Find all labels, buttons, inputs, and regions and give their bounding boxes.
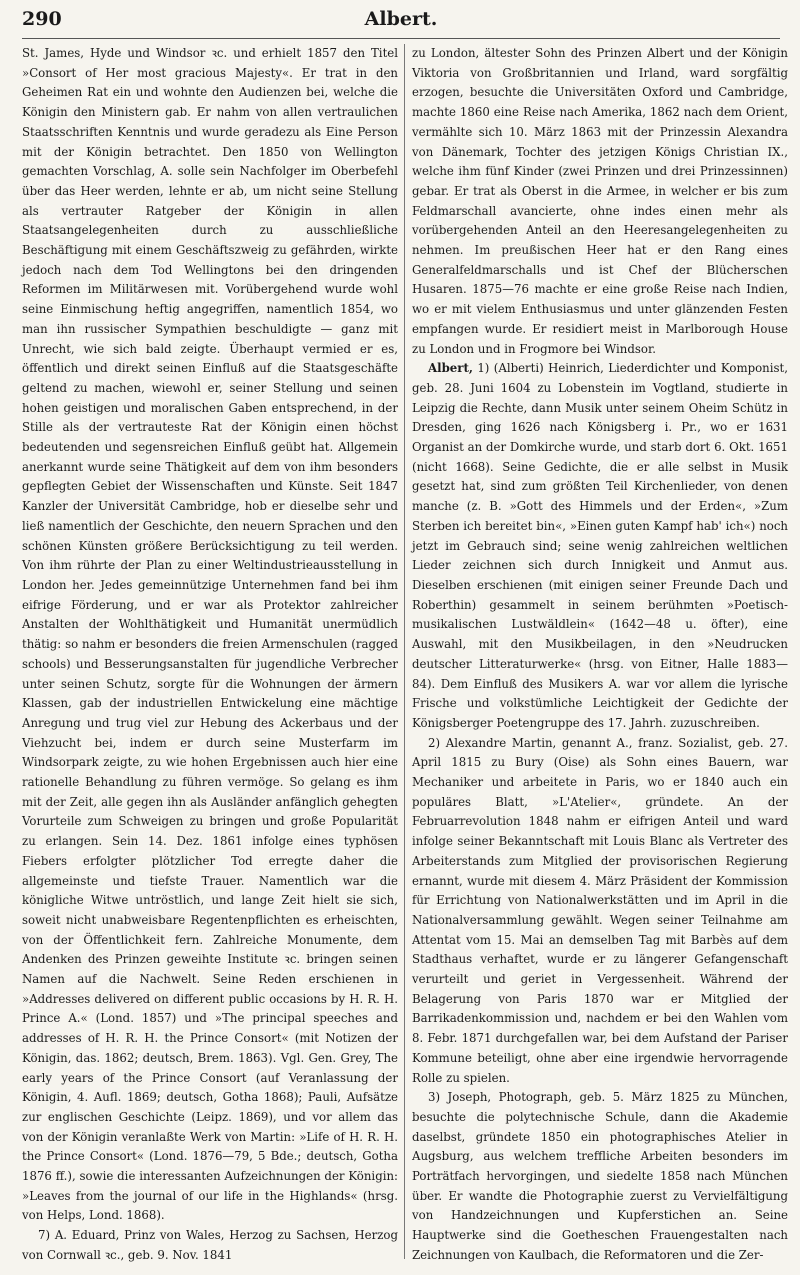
entry-albert-2: 2) Alexandre Martin, genannt A., franz. Sozialist, geb. 27. April 1815 zu Bury (Oise) als Sohn eines Bauern, war Mechaniker und arbeitete in Paris, wo er 1840 auch ein populäres Blatt, »L'Atelier«, gründete. An der Februarrevolution 1848 nahm er eifrigen Anteil und ward infolge seiner Bekanntschaft mit Louis Blanc als Vertreter des Arbeiterstands zum Mitglied der provisorischen Regierung ernannt, wurde mit diesem 4. März Präsident der Kommission für Errichtung von Nationalwerkstätten und im April in die Nationalversammlung gewählt. Wegen seiner Teilnahme am Attentat vom 15. Mai an demselben Tag mit Barbès auf dem Stadthaus verhaftet, wurde er zu längerer Gefangenschaft verurteilt und geriet in Vergessenheit. Während der Belagerung von Paris 1870 war er Mitglied der Barrikadenkommission und, nachdem er bei den Wahlen vom 8. Febr. 1871 durchgefallen war, bei dem Aufstand der Pariser Kommune beteiligt, ohne aber eine irgendwie hervorragende Rolle zu spielen. bbox=[412, 735, 788, 1085]
left-paragraph-1: St. James, Hyde und Windsor ꝛc. und erhielt 1857 den Titel »Consort of Her most gracious Majesty«. Er trat in den Geheimen Rat ein und wohnte den Audienzen bei, welche die Königin den Ministern gab. Er nahm von allen vertraulichen Staatsschriften Kenntnis und wurde geradezu als Eine Person mit der Königin betrachtet. Den 1850 von Wellington gemachten Vorschlag, A. solle sein Nachfolger im Oberbefehl über das Heer werden, lehnte er ab, um nicht seine Stellung als vertrauter Ratgeber der Königin in allen Staatsangelegenheiten durch zu ausschließliche Beschäftigung mit einem Geschäftszweig zu gefährden, wirkte jedoch nach dem Tod Wellingtons bei den dringenden Reformen im Militärwesen mit. Vorübergehend wurde wohl seine Einmischung heftig angegriffen, namentlich 1854, wo man ihn russischer Sympathien beschuldigte — ganz mit Unrecht, wie sich bald zeigte. Überhaupt vermied er es, öffentlich und direkt seinen Einfluß auf die Staatsgeschäfte geltend zu machen, wiewohl er, seiner Stellung und seinen hohen geistigen und moralischen Gaben entsprechend, in der Stille als der vertrauteste Rat der Königin einen höchst bedeutenden und segensreichen Einfluß geübt hat. Allgemein anerkannt wurde seine Thätigkeit auf dem von ihm besonders gepflegten Gebiet der Wissenschaften und Künste. Seit 1847 Kanzler der Universität Cambridge, hob er dieselbe sehr und ließ namentlich der Geschichte, den neuern Sprachen und den schönen Künsten größere Berücksichtigung zu teil werden. Von ihm rührte der Plan zu einer Weltindustrieausstellung in London her. Jedes gemeinnützige Unternehmen fand bei ihm eifrige Förderung, und er war als Protektor zahlreicher Anstalten der Wohlthätigkeit und Humanität unermüdlich thätig: so nahm er besonders die freien Armenschulen (ragged schools) und Besserungsanstalten für jugendliche Verbrecher unter seinen Schutz, sorgte für die Wohnungen der ärmern Klassen, gab der industriellen Entwickelung eine mächtige Anregung und trug viel zur Hebung des Ackerbaus und der Viehzucht bei, indem er durch seine Musterfarm im Windsorpark zeigte, zu wie hohen Ergebnissen auch hier eine rationelle Behandlung zu führen vermöge. So gelang es ihm mit der Zeit, alle gegen ihn als Ausländer anfänglich gehegten Vorurteile zum Schweigen zu bringen und große Popularität zu erlangen. Sein 14. Dez. 1861 infolge eines typhösen Fiebers erfolgter plötzlicher Tod erregte daher die allgemeinste und tiefste Trauer. Namentlich war die königliche Witwe untröstlich, und lange Zeit hielt sie sich, soweit nicht unabweisbare Regentenpflichten es erheischten, von der Öffentlichkeit fern. Zahlreiche Monumente, dem Andenken des Prinzen geweihte Institute ꝛc. bringen seinen Namen auf die Nachwelt. Seine Reden erschienen in »Addresses delivered on different public occasions by H. R. H. Prince A.« (Lond. 1857) und »The principal speeches and addresses of H. R. H. the Prince Consort« (mit Notizen der Königin, das. 1862; deutsch, Brem. 1863). Vgl. Gen. Grey, The early years of the Prince Consort (auf Veranlassung der Königin, 4. Aufl. 1869; deutsch, Gotha 1868); Pauli, Aufsätze zur englischen Geschichte (Leipz. 1869), und vor allem das von der Königin veranlaßte Werk von Martin: »Life of H. R. H. the Prince Consort« (Lond. 1876—79, 5 Bde.; deutsch, Gotha 1876 ff.), sowie die interessanten Aufzeichnungen der Königin: »Leaves from the journal of our life in the Highlands« (hrsg. von Helps, Lond. 1868). bbox=[22, 46, 398, 1223]
left-column bbox=[22, 44, 398, 1266]
headword: Albert, bbox=[428, 361, 473, 376]
entry-albert-3: 3) Joseph, Photograph, geb. 5. März 1825 zu München, besuchte die polytechnische Schule, dann die Akademie daselbst, gründete 1850 ein photographisches Atelier in Augsburg, aus welchem treffliche Arbeiten besonders im Porträtfach hervorgingen, und siedelte 1858 nach München über. Er wandte die Photographie zuerst zu Vervielfältigung von Handzeichnungen und Kupferstichen an. Seine Hauptwerke sind die Goetheschen Frauengestalten nach Zeichnungen von Kaulbach, die Reformatoren und die Zer- bbox=[412, 1090, 788, 1262]
left-paragraph-2: 7) A. Eduard, Prinz von Wales, Herzog zu Sachsen, Herzog von Cornwall ꝛc., geb. 9. Nov. 1841 bbox=[22, 1228, 398, 1262]
running-head: Albert. bbox=[364, 8, 438, 30]
header-rule bbox=[22, 38, 780, 39]
right-paragraph-1: zu London, ältester Sohn des Prinzen Albert und der Königin Viktoria von Großbritannien und Irland, ward sorgfältig erzogen, besuchte die Universitäten Oxford und Cambridge, machte 1860 eine Reise nach Amerika, 1862 nach dem Orient, vermählte sich 10. März 1863 mit der Prinzessin Alexandra von Dänemark, Tochter des jetzigen Königs Christian IX., welche ihm fünf Kinder (zwei Prinzen und drei Prinzessinnen) gebar. Er trat als Oberst in die Armee, in welcher er bis zum Feldmarschall avancierte, ohne indes einen mehr als vorübergehenden Anteil an den Heeresangelegenheiten zu nehmen. Im preußischen Heer hat er den Rang eines Generalfeldmarschalls und ist Chef der Blücherschen Husaren. 1875—76 machte er eine große Reise nach Indien, wo er mit vielem Enthusiasmus und unter glänzenden Festen empfangen wurde. Er residiert meist in Marlborough House zu London und in Frogmore bei Windsor. bbox=[412, 46, 788, 356]
right-column bbox=[412, 44, 788, 1266]
page-number: 290 bbox=[22, 8, 62, 30]
entry-albert bbox=[412, 359, 788, 733]
entry-albert-text: 1) (Alberti) Heinrich, Liederdichter und Komponist, geb. 28. Juni 1604 zu Lobenstein im Vogtland, studierte in Leipzig die Rechte, dann Musik unter seinem Oheim Schütz in Dresden, ging 1626 nach Königsberg i. Pr., wo er 1631 Organist an der Domkirche wurde, und starb dort 6. Okt. 1651 (nicht 1668). Seine Gedichte, die er alle selbst in Musik gesetzt hat, sind zum größten Teil Kirchenlieder, von denen manche (z. B. »Gott des Himmels und der Erden«, »Zum Sterben ich bereitet bin«, »Einen guten Kampf hab' ich«) noch jetzt im Gebrauch sind; seine wenig zahlreichen weltlichen Lieder zeichnen sich durch Innigkeit und Anmut aus. Dieselben erschienen (mit einigen seiner Freunde Dach und Roberthin) gesammelt in seinem berühmten »Poetisch-musikalischen Lustwäldlein« (1642—48 u. öfter), eine Auswahl, mit den Musikbeilagen, in den »Neudrucken deutscher Litteraturwerke« (hrsg. von Eitner, Halle 1883—84). Dem Einfluß des Musikers A. war vor allem die lyrische Frische und volkstümliche Leichtigkeit der Gedichte der Königsberger Poetengruppe des 17. Jahrh. zuzuschreiben. bbox=[412, 361, 788, 730]
page-header bbox=[22, 8, 780, 36]
column-divider bbox=[404, 44, 405, 1259]
